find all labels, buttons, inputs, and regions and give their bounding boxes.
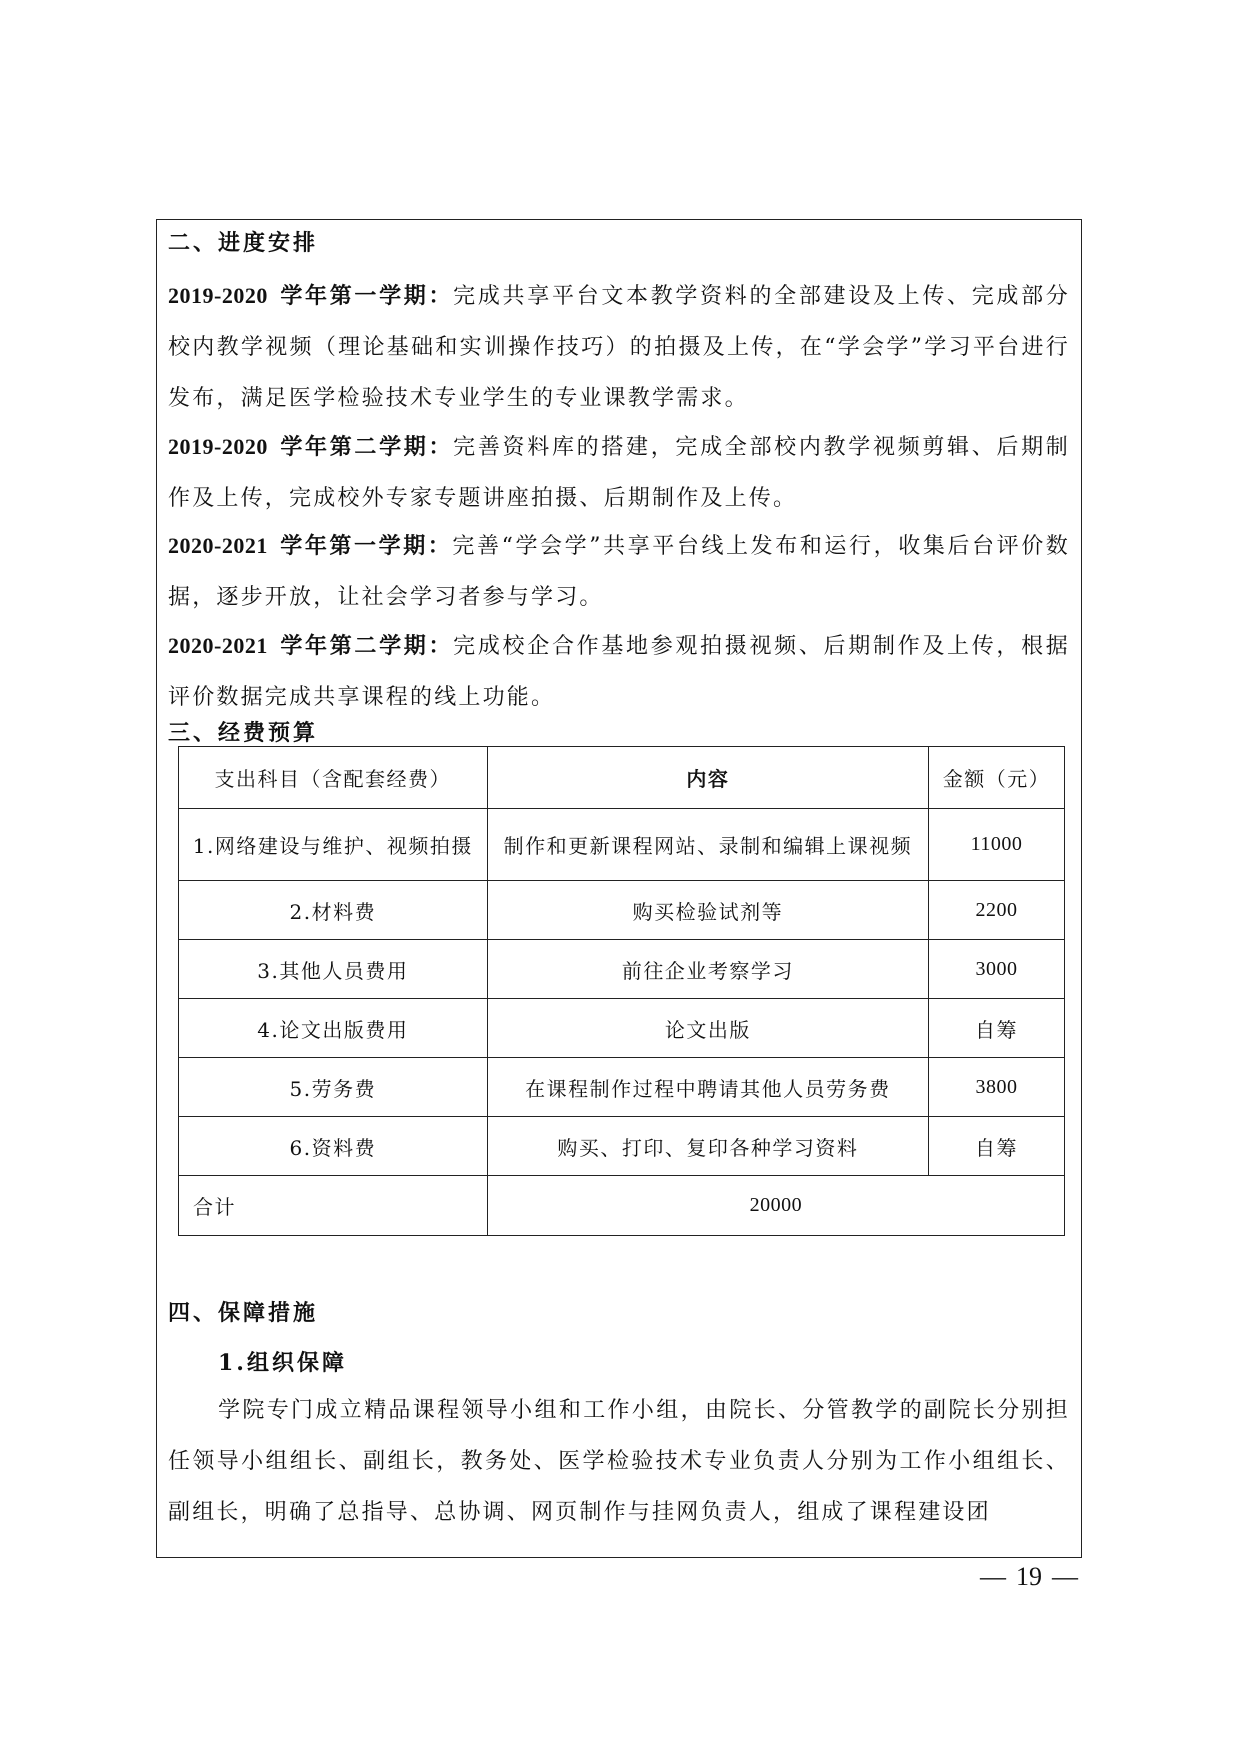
schedule-term: 学年第一学期： (279, 283, 454, 309)
budget-content: 购买、打印、复印各种学习资料 (487, 1117, 928, 1176)
schedule-year: 2020-2021 (168, 633, 268, 658)
section2-heading: 二、进度安排 (168, 230, 319, 256)
schedule-text: 完成校企合作基地参观拍摄视频、后期制作及上传，根据评价数据完成共享课程的线上功能。 (168, 634, 1070, 710)
budget-header-row (179, 747, 1065, 809)
budget-amount: 自筹 (929, 999, 1065, 1058)
budget-total-row (179, 1176, 1065, 1236)
budget-table (178, 746, 1065, 1236)
budget-category: 6.资料费 (179, 1117, 488, 1176)
budget-amount: 11000 (929, 809, 1065, 881)
budget-total-value: 20000 (487, 1176, 1064, 1236)
table-row (179, 1058, 1065, 1117)
budget-total-label: 合计 (179, 1176, 488, 1236)
budget-category: 3.其他人员费用 (179, 940, 488, 999)
schedule-item-3 (168, 520, 1070, 623)
table-row (179, 809, 1065, 881)
section3-heading: 三、经费预算 (168, 720, 319, 746)
schedule-term: 学年第二学期： (279, 633, 454, 659)
budget-category: 2.材料费 (179, 881, 488, 940)
schedule-item-2 (168, 421, 1070, 524)
budget-amount: 3800 (929, 1058, 1065, 1117)
schedule-term: 学年第一学期： (279, 533, 453, 559)
schedule-text: 完善“学会学”共享平台线上发布和运行，收集后台评价数据，逐步开放，让社会学习者参与学习。 (168, 534, 1070, 610)
budget-amount: 3000 (929, 940, 1065, 999)
budget-category: 1.网络建设与维护、视频拍摄 (179, 809, 488, 881)
budget-content: 前往企业考察学习 (487, 940, 928, 999)
table-row (179, 1117, 1065, 1176)
schedule-text: 完成共享平台文本教学资料的全部建设及上传、完成部分校内教学视频（理论基础和实训操作技巧）的拍摄及上传，在“学会学”学习平台进行发布，满足医学检验技术专业学生的专业课教学需求。 (168, 284, 1070, 411)
budget-header-content: 内容 (487, 747, 928, 809)
schedule-year: 2020-2021 (168, 533, 268, 558)
budget-amount: 2200 (929, 881, 1065, 940)
budget-amount: 自筹 (929, 1117, 1065, 1176)
section4-heading: 四、保障措施 (168, 1300, 319, 1326)
budget-header-category: 支出科目（含配套经费） (179, 747, 488, 809)
section4-subheading: 1.组织保障 (218, 1350, 347, 1376)
schedule-year: 2019-2020 (168, 283, 268, 308)
budget-content: 购买检验试剂等 (487, 881, 928, 940)
table-row (179, 999, 1065, 1058)
budget-category: 4.论文出版费用 (179, 999, 488, 1058)
schedule-term: 学年第二学期： (279, 434, 454, 460)
table-row (179, 940, 1065, 999)
dash-right-icon: — (1052, 1562, 1078, 1591)
budget-content: 在课程制作过程中聘请其他人员劳务费 (487, 1058, 928, 1117)
section4-paragraph: 学院专门成立精品课程领导小组和工作小组，由院长、分管教学的副院长分别担任领导小组组长、副组长，教务处、医学检验技术专业负责人分别为工作小组组长、副组长，明确了总指导、总协调、网页制作与挂网负责人，组成了课程建设团 (168, 1398, 1070, 1525)
schedule-year: 2019-2020 (168, 434, 268, 459)
budget-category: 5.劳务费 (179, 1058, 488, 1117)
page-number (980, 1562, 1078, 1592)
budget-content: 论文出版 (487, 999, 928, 1058)
table-row (179, 881, 1065, 940)
schedule-text: 完善资料库的搭建，完成全部校内教学视频剪辑、后期制作及上传，完成校外专家专题讲座拍摄、后期制作及上传。 (168, 435, 1070, 511)
dash-left-icon: — (980, 1562, 1006, 1591)
schedule-item-4 (168, 620, 1070, 723)
page-number-value: 19 (1016, 1562, 1042, 1591)
schedule-item-1 (168, 270, 1070, 424)
budget-content: 制作和更新课程网站、录制和编辑上课视频 (487, 809, 928, 881)
budget-header-amount: 金额（元） (929, 747, 1065, 809)
